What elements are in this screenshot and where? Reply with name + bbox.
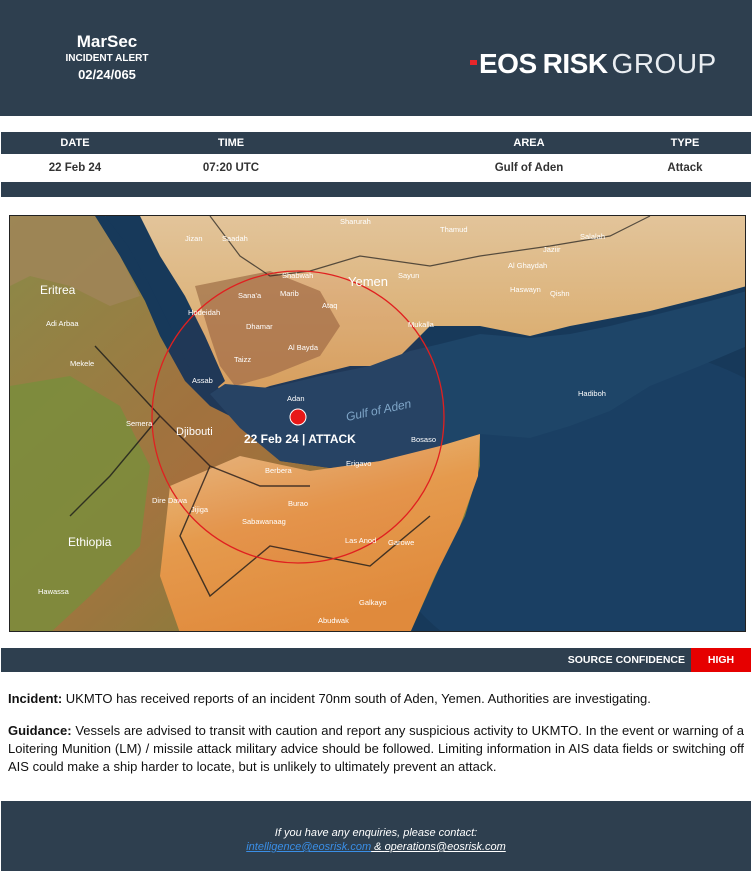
place-label: Marib bbox=[280, 289, 299, 298]
report-reference: 02/24/065 bbox=[78, 67, 136, 82]
place-label: Hawassa bbox=[38, 587, 69, 596]
place-label: Ataq bbox=[322, 301, 338, 310]
place-label: Bosaso bbox=[411, 435, 437, 444]
place-label: Jaziir bbox=[543, 245, 561, 254]
place-label: Qishn bbox=[550, 289, 570, 298]
place-label: Berbera bbox=[265, 466, 292, 475]
header-type: TYPE bbox=[670, 137, 700, 149]
report-header bbox=[0, 0, 752, 116]
place-label: Salalah bbox=[580, 232, 606, 241]
cell-area: Gulf of Aden bbox=[494, 162, 564, 174]
eos-risk-group-logo: EOS RISK GROUP bbox=[470, 46, 717, 82]
place-label: Dhamar bbox=[246, 322, 273, 331]
eritrea-label: Eritrea bbox=[40, 283, 76, 297]
place-label: Saadah bbox=[222, 234, 248, 243]
report-footer bbox=[1, 801, 751, 871]
header-time: TIME bbox=[217, 137, 245, 149]
cell-date: 22 Feb 24 bbox=[48, 162, 102, 174]
incident-paragraph bbox=[8, 690, 744, 708]
gulf-of-aden-label: Gulf of Aden bbox=[344, 396, 413, 424]
place-label: Semera bbox=[126, 419, 153, 428]
incident-text: UKMTO has received reports of an incident 70nm south of Aden, Yemen. Authorities are investigating. bbox=[62, 691, 651, 706]
incident-map-label: 22 Feb 24 | ATTACK bbox=[244, 432, 356, 446]
footer-contact-line: If you have any enquiries, please contact: bbox=[274, 827, 478, 839]
place-label: Al Bayda bbox=[288, 343, 319, 352]
guidance-paragraph bbox=[8, 722, 744, 776]
place-label: Hadiboh bbox=[578, 389, 606, 398]
guidance-text: Vessels are advised to transit with caution and report any suspicious activity to UKMTO. In the event or warning of a Loitering Munition (LM) / missile attack military advice should be followed. Limiting information in AIS data fields or switching off AIS could make a ship harder to locate, but is unlikely to ultimately prevent an attack. bbox=[8, 723, 744, 774]
source-confidence-value: HIGH bbox=[691, 648, 751, 672]
header-date: DATE bbox=[60, 137, 90, 149]
place-label: Burao bbox=[288, 499, 309, 508]
place-label: Garowe bbox=[388, 538, 415, 547]
table-row bbox=[1, 154, 751, 182]
header-area: AREA bbox=[513, 137, 545, 149]
place-label: Jijiga bbox=[191, 505, 209, 514]
source-confidence-bar bbox=[1, 648, 751, 672]
place-label: Shabwah bbox=[282, 271, 314, 280]
place-label: Thamud bbox=[440, 225, 468, 234]
yemen-label: Yemen bbox=[348, 274, 388, 289]
place-label: Abudwak bbox=[318, 616, 349, 625]
report-title-block bbox=[40, 32, 174, 83]
place-label: Al Ghaydah bbox=[508, 261, 548, 270]
cell-type: Attack bbox=[667, 162, 703, 174]
footer-emails bbox=[1, 840, 751, 854]
place-label: Erigavo bbox=[346, 459, 372, 468]
ethiopia-label: Ethiopia bbox=[68, 535, 112, 549]
place-label: Sana'a bbox=[238, 291, 262, 300]
incident-map bbox=[9, 215, 746, 632]
place-label: Jizan bbox=[185, 234, 203, 243]
djibouti-label: Djibouti bbox=[176, 426, 213, 438]
intelligence-email-link[interactable]: intelligence@eosrisk.com bbox=[246, 841, 372, 853]
place-label: Sabawanaag bbox=[242, 517, 286, 526]
place-label: Las Anod bbox=[345, 536, 377, 545]
report-subtitle: INCIDENT ALERT bbox=[65, 53, 149, 64]
place-label: Hodeidah bbox=[188, 308, 221, 317]
incident-marker bbox=[290, 409, 306, 425]
place-label: Galkayo bbox=[359, 598, 387, 607]
place-label: Adan bbox=[287, 394, 305, 403]
guidance-label: Guidance: bbox=[8, 723, 72, 738]
incident-label: Incident: bbox=[8, 691, 63, 706]
map-canvas bbox=[10, 216, 746, 632]
logo-red-dash bbox=[470, 60, 477, 65]
place-label: Haswayn bbox=[510, 285, 541, 294]
cell-time: 07:20 UTC bbox=[202, 162, 260, 174]
table-header-row bbox=[1, 132, 751, 154]
incident-summary-table bbox=[1, 132, 751, 197]
table-footer-band bbox=[1, 182, 751, 197]
place-label: Sharurah bbox=[340, 217, 371, 226]
email-separator: & bbox=[371, 841, 385, 853]
place-label: Assab bbox=[192, 376, 213, 385]
place-label: Mukalla bbox=[408, 320, 434, 329]
place-label: Adi Arbaa bbox=[46, 319, 79, 328]
place-label: Sayun bbox=[398, 271, 420, 280]
place-label: Taizz bbox=[234, 355, 252, 364]
place-label: Dire Dawa bbox=[152, 496, 188, 505]
operations-email-link[interactable]: operations@eosrisk.com bbox=[384, 841, 506, 853]
source-confidence-label: SOURCE CONFIDENCE bbox=[567, 654, 685, 666]
place-label: Mekele bbox=[70, 359, 95, 368]
report-title: MarSec bbox=[76, 32, 138, 51]
